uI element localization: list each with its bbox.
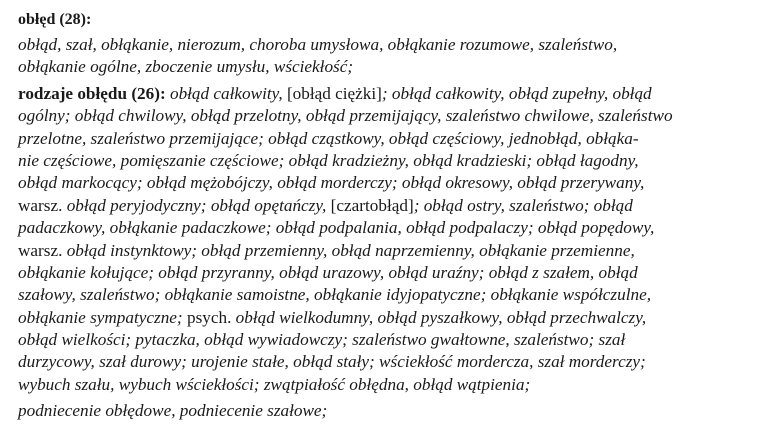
types-line bbox=[18, 128, 753, 150]
italic-segment: obłąd markocący; obłąd mężobójczy, obłąd morderczy; obłąd okresowy, obłąd przerywany, bbox=[18, 173, 645, 193]
italic-segment: szałowy, szaleństwo; obłąkanie samoistne, obłąkanie idyjopatyczne; obłąkanie współczulne, bbox=[18, 285, 651, 305]
italic-segment: obłąd wielkości; pytaczka, obłąd wywiadowczy; szaleństwo gwałtowne, szaleństwo; szał bbox=[18, 330, 626, 350]
italic-segment: durzycowy, szał durowy; urojenie stałe, obłąd stały; wściekłość mordercza, szał morderczy; bbox=[18, 352, 646, 372]
types-line bbox=[18, 150, 753, 172]
types-line bbox=[18, 240, 753, 262]
types-line bbox=[18, 307, 753, 329]
types-line bbox=[18, 284, 753, 306]
upright-segment: warsz. bbox=[18, 195, 63, 215]
synonym-line: obłąkanie ogólne, zboczenie umysłu, wściekłość; bbox=[18, 57, 354, 77]
types-list bbox=[18, 83, 753, 396]
upright-segment: [czartobłąd] bbox=[330, 195, 414, 215]
italic-segment: obłąkanie sympatyczne; bbox=[18, 307, 187, 327]
italic-segment: ; obłąd całkowity, obłąd zupełny, obłąd bbox=[381, 83, 652, 103]
upright-segment: psych. bbox=[186, 307, 232, 327]
types-line bbox=[18, 217, 753, 239]
italic-segment: ; obłąd ostry, szaleństwo; obłąd bbox=[413, 195, 633, 215]
upright-segment: [obłąd ciężki] bbox=[286, 83, 382, 103]
types-line bbox=[18, 329, 753, 351]
italic-segment: obłąd instynktowy; obłąd przemienny, obłąd naprzemienny, obłąkanie przemienne, bbox=[62, 240, 635, 260]
synonym-list bbox=[18, 34, 753, 79]
italic-segment: padaczkowy, obłąkanie padaczkowe; obłąd podpalania, obłąd podpalaczy; obłąd popędowy, bbox=[18, 218, 655, 238]
extra-list bbox=[18, 400, 753, 422]
entry-heading: obłęd (28): bbox=[18, 11, 92, 28]
types-line bbox=[18, 83, 753, 105]
italic-segment: nie częściowe, pomięszanie częściowe; obłąd kradzieżny, obłąd kradzieski; obłąd łagodny, bbox=[18, 150, 639, 170]
types-line bbox=[18, 105, 753, 127]
types-line bbox=[18, 172, 753, 194]
italic-segment: obłąkanie kołujące; obłąd przyranny, obłąd urazowy, obłąd uraźny; obłąd z szałem, obłąd bbox=[18, 262, 638, 282]
synonym-line: obłąd, szał, obłąkanie, nierozum, choroba umysłowa, obłąkanie rozumowe, szaleństwo, bbox=[18, 35, 618, 54]
dictionary-entry bbox=[18, 10, 753, 423]
types-line bbox=[18, 262, 753, 284]
types-label: rodzaje obłędu (26): bbox=[18, 83, 166, 103]
italic-segment: przelotne, szaleństwo przemijające; obłąd cząstkowy, obłąd częściowy, jednobłąd, obłąka- bbox=[18, 128, 639, 148]
italic-segment: obłąd peryjodyczny; obłąd opętańczy, bbox=[62, 195, 331, 215]
cropped-previous-line bbox=[0, 0, 769, 5]
italic-segment: obłąd wielkodumny, obłąd pyszałkowy, obłąd przechwalczy, bbox=[231, 307, 647, 327]
italic-segment: wybuch szału, wybuch wściekłości; zwątpiałość obłędna, obłąd wątpienia; bbox=[18, 374, 531, 394]
italic-segment: obłąd całkowity, bbox=[165, 83, 287, 103]
upright-segment: warsz. bbox=[18, 240, 63, 260]
types-line bbox=[18, 195, 753, 217]
italic-segment: ogólny; obłąd chwilowy, obłąd przelotny, obłąd przemijający, szaleństwo chwilowe, szaleństwo bbox=[18, 106, 673, 126]
types-line bbox=[18, 351, 753, 373]
extra-line: podniecenie obłędowe, podniecenie szałowe; bbox=[18, 401, 328, 421]
types-line bbox=[18, 374, 753, 396]
